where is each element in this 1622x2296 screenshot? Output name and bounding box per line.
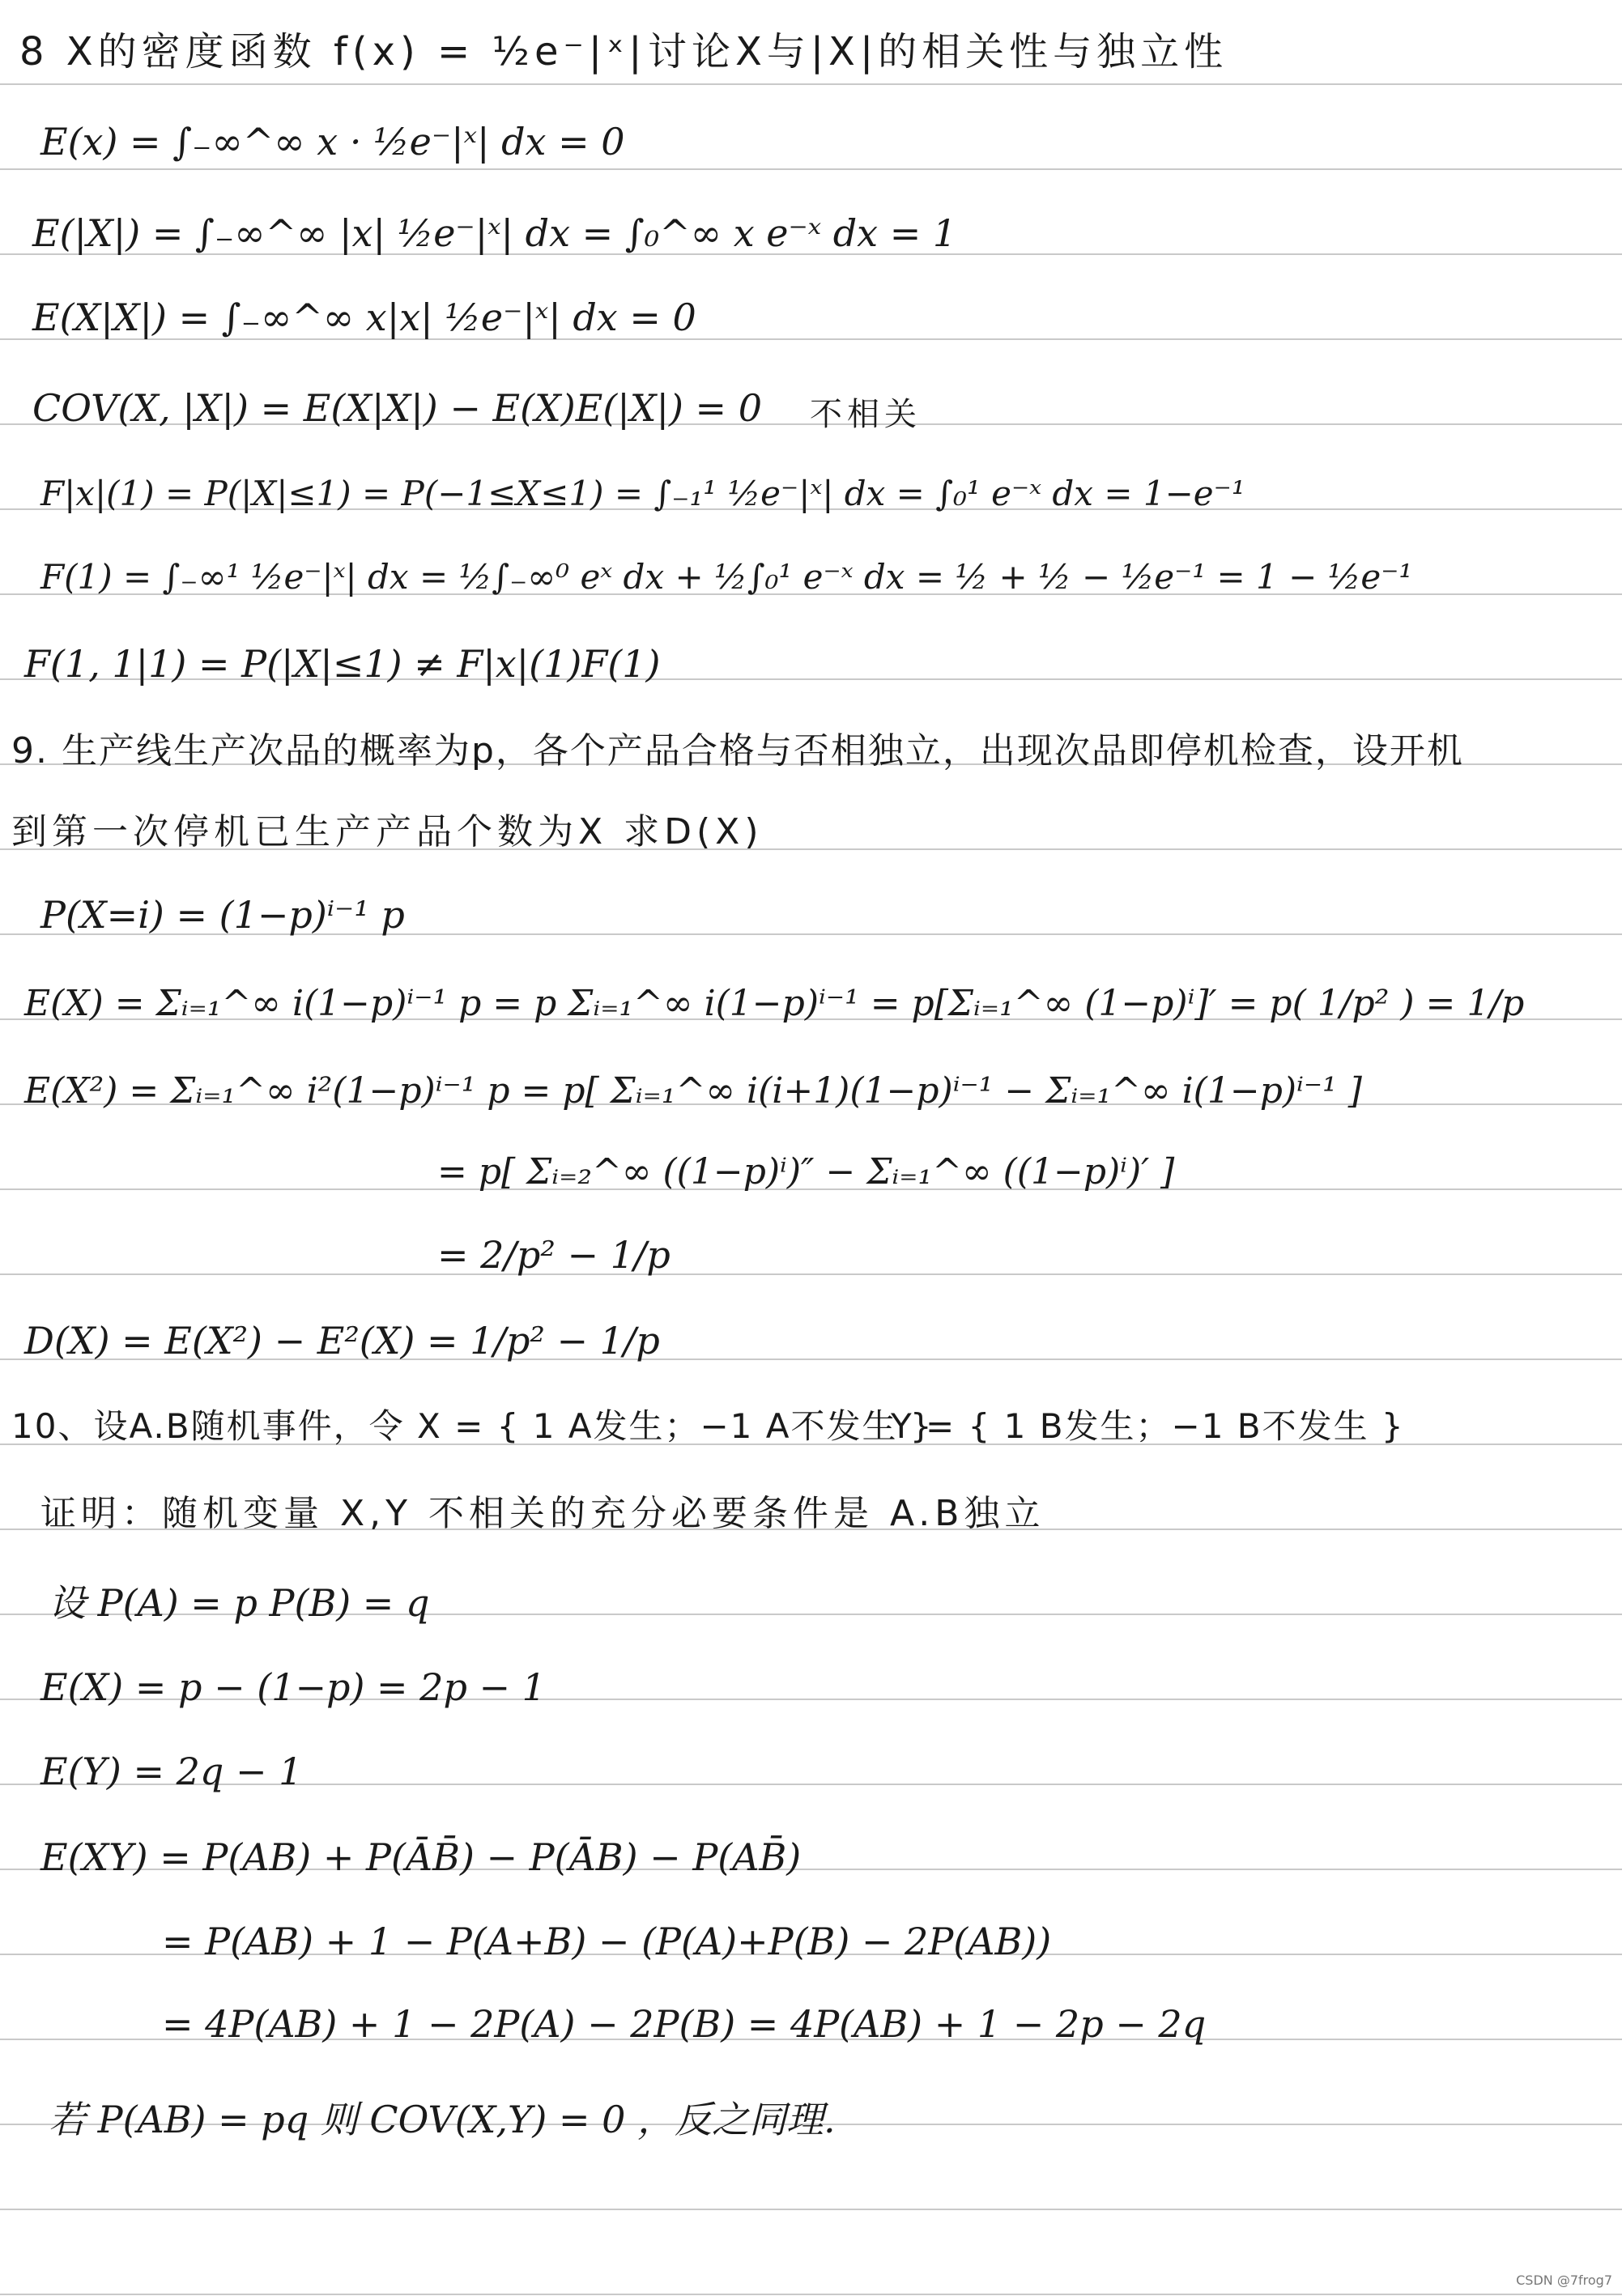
q8-line-1: E(x) = ∫₋∞^∞ x · ½e⁻|ˣ| dx = 0 <box>40 120 625 164</box>
q10-statement-1: 10、设A.B随机事件，令 X = { 1 A发生；−1 A不发生 } <box>11 1406 934 1446</box>
q8-header: 8 X的密度函数 f(x) = ½e⁻|ˣ| <box>19 29 647 74</box>
q10-line-6: = 4P(AB) + 1 − 2P(A) − 2P(B) = 4P(AB) + 1 − 2p − 2q <box>162 2002 1207 2046</box>
q8-task: 讨论X与|X|的相关性与独立性 <box>648 29 1228 74</box>
q10-statement-2: 证明：随机变量 X,Y 不相关的充分必要条件是 A.B独立 <box>40 1493 1045 1534</box>
q8-line-3: E(X|X|) = ∫₋∞^∞ x|x| ½e⁻|ˣ| dx = 0 <box>32 296 696 339</box>
q8-line-2: E(|X|) = ∫₋∞^∞ |x| ½e⁻|ˣ| dx = ∫₀^∞ x e⁻ˣ dx = 1 <box>32 211 957 255</box>
q8-note: 不相关 <box>810 396 922 433</box>
q9-line-5: = 2/p² − 1/p <box>437 1233 671 1277</box>
q9-statement-2: 到第一次停机已生产产品个数为X 求D(X) <box>11 811 764 852</box>
q9-line-2: E(X) = Σᵢ₌₁^∞ i(1−p)ⁱ⁻¹ p = p Σᵢ₌₁^∞ i(1−p)ⁱ⁻¹ = p[Σᵢ₌₁^∞ (1−p)ⁱ]′ = p( 1/p² ) = 1/p <box>24 983 1525 1024</box>
q10-line-1: 设 P(A) = p P(B) = q <box>49 1581 430 1625</box>
q9-statement-1: 9. 生产线生产次品的概率为p，各个产品合格与否相独立，出现次品即停机检查，设开机 <box>11 730 1464 772</box>
q8-line-5: F|x|(1) = P(|X|≤1) = P(−1≤X≤1) = ∫₋₁¹ ½e⁻|ˣ| dx = ∫₀¹ e⁻ˣ dx = 1−e⁻¹ <box>40 474 1245 513</box>
q10-y-definition: Y = { 1 B发生；−1 B不发生 } <box>891 1406 1405 1446</box>
q8-line-4: COV(X, |X|) = E(X|X|) − E(X)E(|X|) = 0 <box>32 386 762 430</box>
watermark: CSDN @7frog7 <box>1516 2273 1612 2288</box>
q9-line-3: E(X²) = Σᵢ₌₁^∞ i²(1−p)ⁱ⁻¹ p = p[ Σᵢ₌₁^∞ i(i+1)(1−p)ⁱ⁻¹ − Σᵢ₌₁^∞ i(1−p)ⁱ⁻¹ ] <box>24 1070 1362 1112</box>
q8-line-6: F(1) = ∫₋∞¹ ½e⁻|ˣ| dx = ½∫₋∞⁰ eˣ dx + ½∫₀¹ e⁻ˣ dx = ½ + ½ − ½e⁻¹ = 1 − ½e⁻¹ <box>40 557 1413 597</box>
q10-line-4: E(XY) = P(AB) + P(ĀB̄) − P(ĀB) − P(AB̄) <box>40 1835 802 1879</box>
q9-line-4: = p[ Σᵢ₌₂^∞ ((1−p)ⁱ)″ − Σᵢ₌₁^∞ ((1−p)ⁱ)′ ] <box>437 1151 1175 1193</box>
q9-line-6: D(X) = E(X²) − E²(X) = 1/p² − 1/p <box>24 1319 660 1363</box>
q9-line-1: P(X=i) = (1−p)ⁱ⁻¹ p <box>40 893 405 937</box>
q10-line-3: E(Y) = 2q − 1 <box>40 1750 303 1793</box>
q10-line-7: 若 P(AB) = pq 则 COV(X,Y) = 0 ，反之同理. <box>49 2098 836 2141</box>
q8-line-7: F(1, 1|1) = P(|X|≤1) ≠ F|x|(1)F(1) <box>24 642 661 686</box>
q10-line-2: E(X) = p − (1−p) = 2p − 1 <box>40 1665 546 1709</box>
q10-line-5: = P(AB) + 1 − P(A+B) − (P(A)+P(B) − 2P(AB)) <box>162 1920 1052 1963</box>
